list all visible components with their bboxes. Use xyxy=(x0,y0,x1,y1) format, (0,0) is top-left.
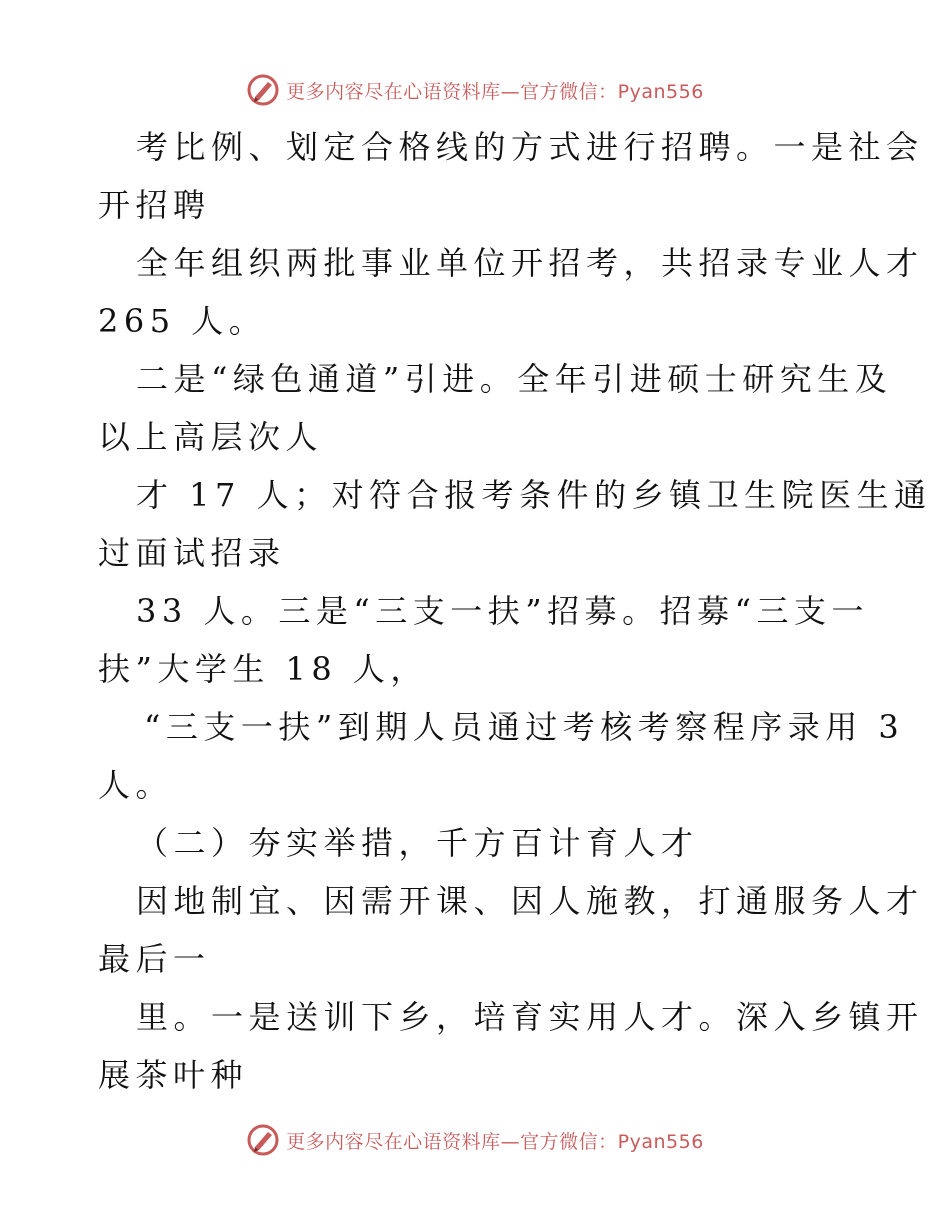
body-line: 33 人。三是“三支一扶”招募。招募“三支一 xyxy=(136,592,869,630)
body-line: 扶”大学生 18 人， xyxy=(98,650,428,688)
body-line: 里。一是送训下乡，培育实用人才。深入乡镇开 xyxy=(136,998,924,1036)
document-body xyxy=(98,118,932,1104)
body-line: 才 17 人；对符合报考条件的乡镇卫生院医生通 xyxy=(136,476,932,514)
body-line: “三支一扶”到期人员通过考核考察程序录用 3 xyxy=(144,708,905,746)
header-watermark xyxy=(0,70,950,110)
body-line: 全年组织两批事业单位开招考，共招录专业人才 xyxy=(136,244,924,282)
watermark-text: 更多内容尽在心语资料库—官方微信：Pyan556 xyxy=(286,1130,704,1153)
body-line: 因地制宜、因需开课、因人施教，打通服务人才 xyxy=(136,882,924,920)
body-line: 最后一 xyxy=(98,940,211,978)
body-line: 考比例、划定合格线的方式进行招聘。一是社会 xyxy=(136,128,924,166)
body-line: 265 人。 xyxy=(98,302,267,340)
body-line: 人。 xyxy=(98,766,174,804)
body-line: 过面试招录 xyxy=(98,534,286,572)
pen-circle-logo-icon xyxy=(246,1123,280,1157)
body-line: 二是“绿色通道”引进。全年引进硕士研究生及 xyxy=(136,360,893,398)
body-line: 展茶叶种 xyxy=(98,1056,249,1094)
body-line: 开招聘 xyxy=(98,186,211,224)
section-heading: （二）夯实举措，千方百计育人才 xyxy=(136,824,699,862)
body-line: 以上高层次人 xyxy=(98,418,324,456)
footer-watermark xyxy=(0,1120,950,1160)
watermark-text: 更多内容尽在心语资料库—官方微信：Pyan556 xyxy=(286,80,704,103)
pen-circle-logo-icon xyxy=(246,73,280,107)
